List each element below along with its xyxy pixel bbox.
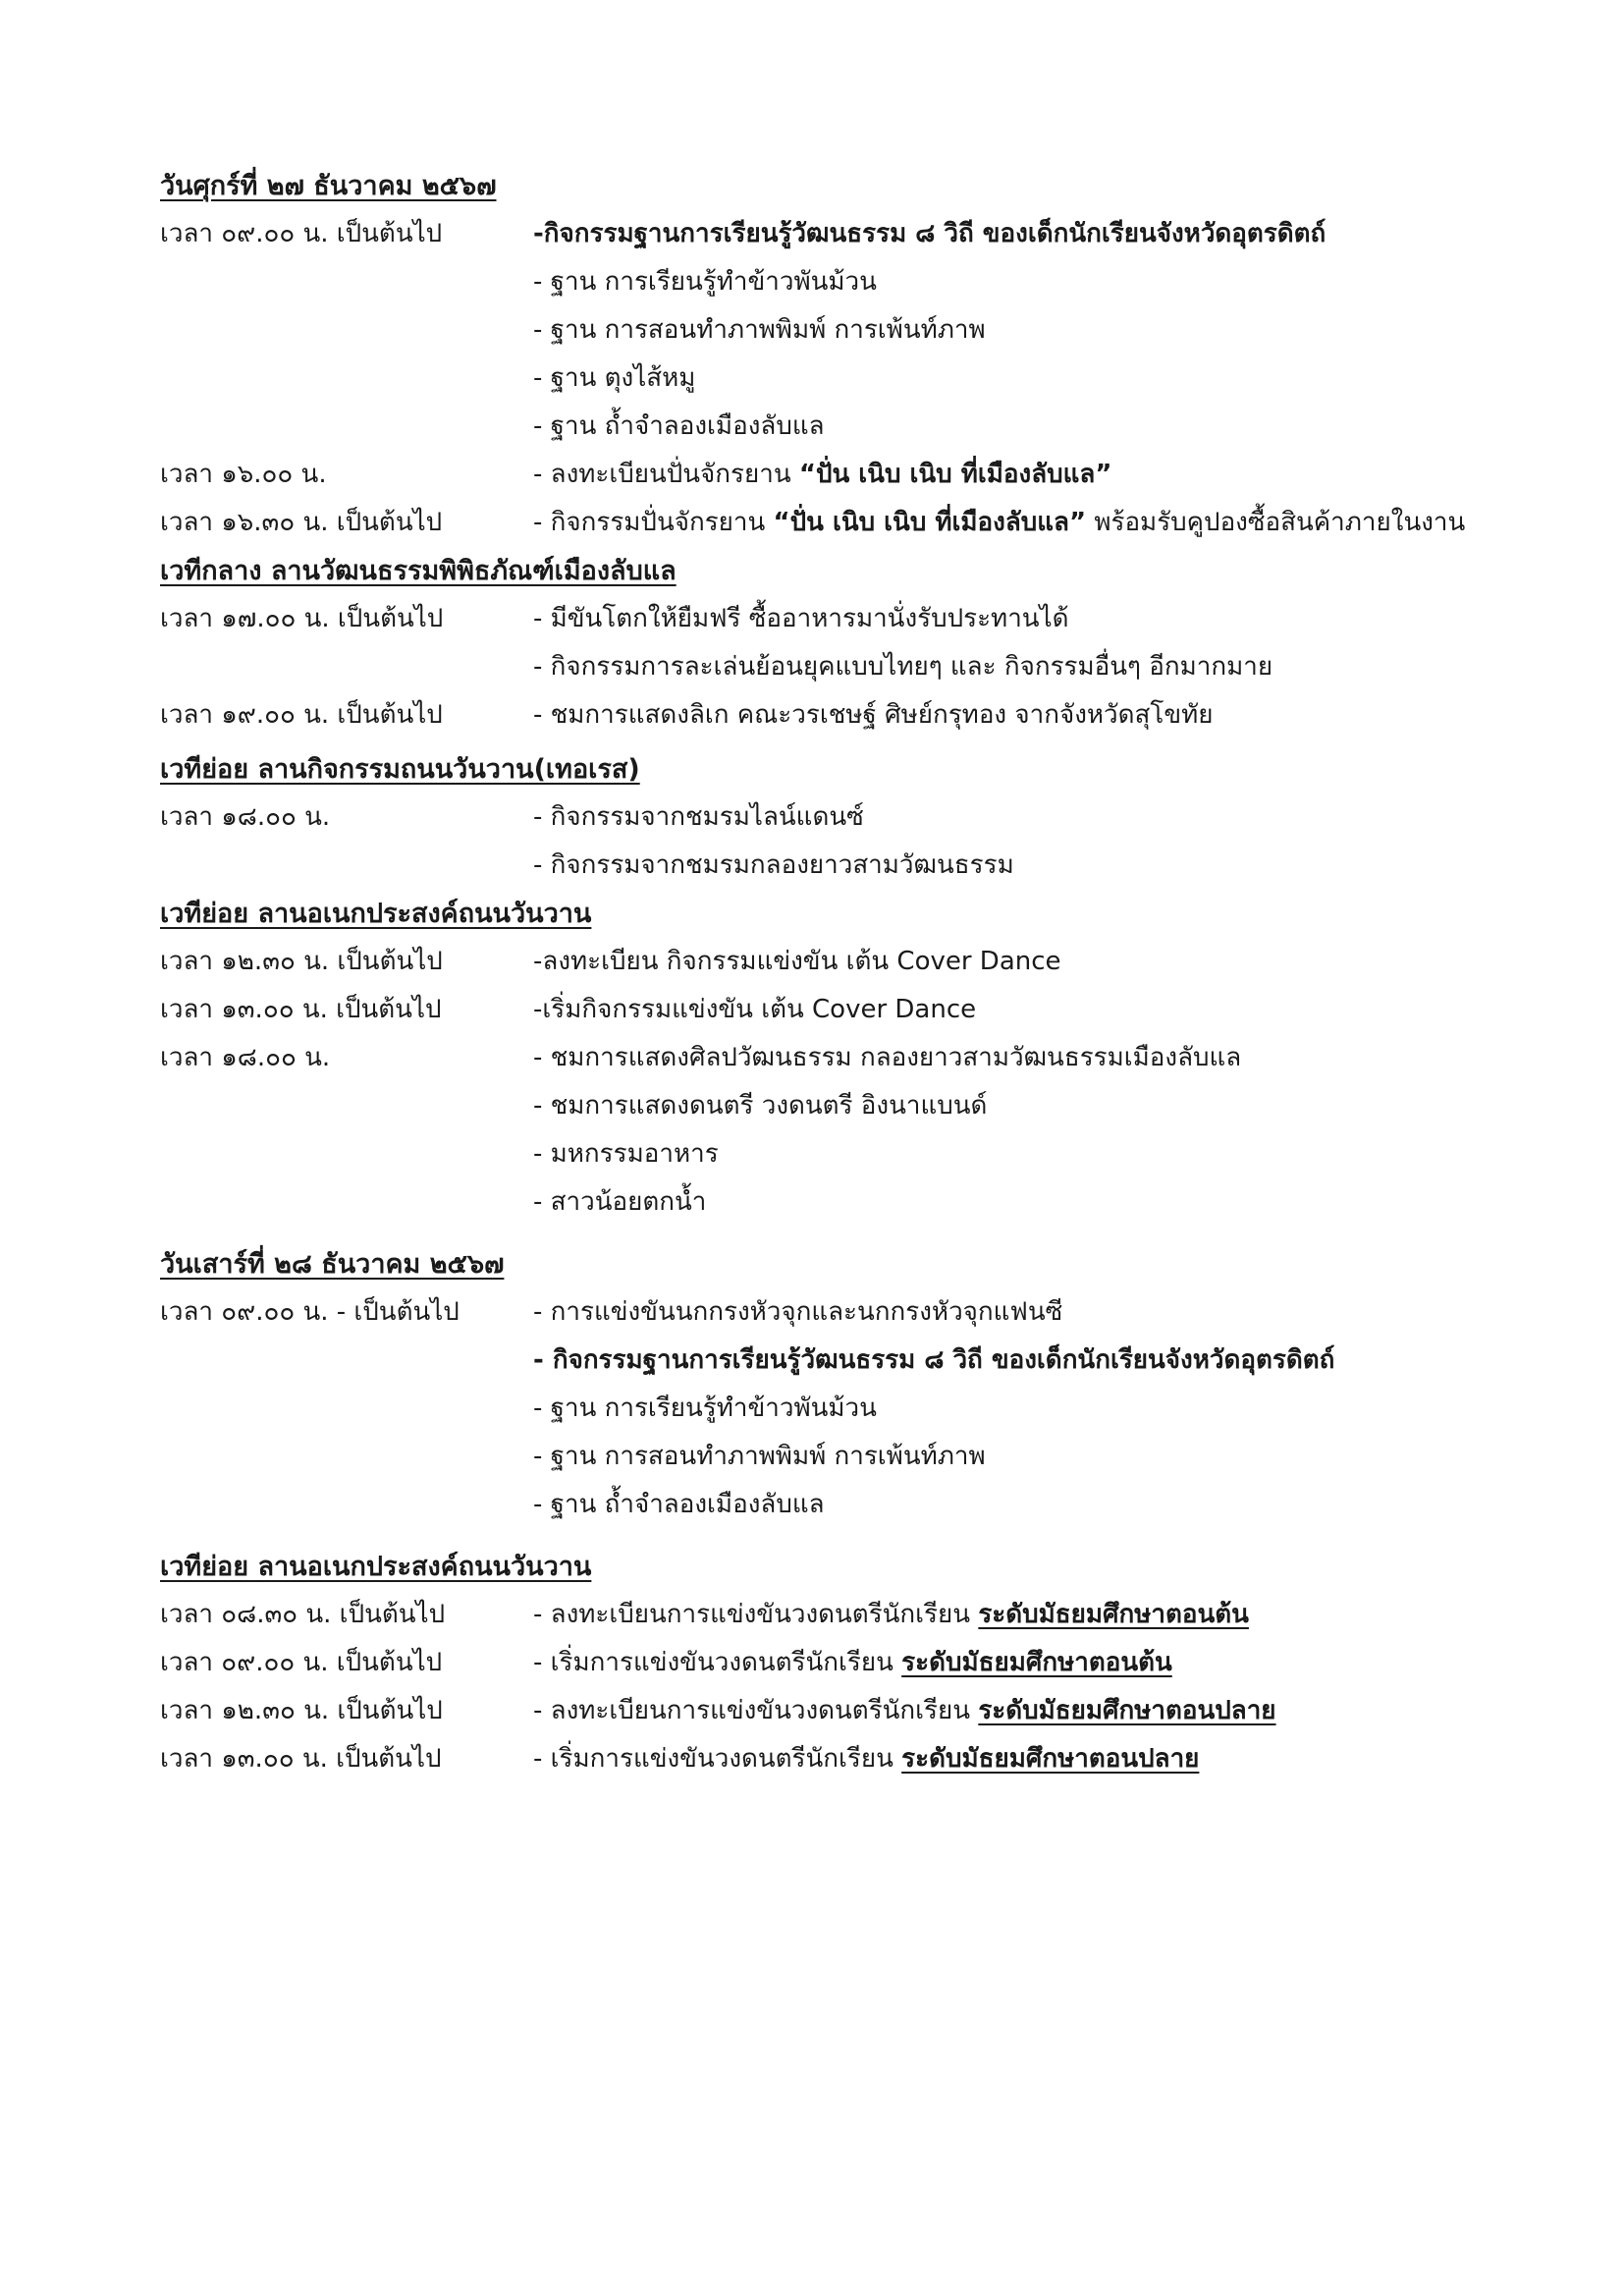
schedule-row — [160, 451, 1535, 499]
activity-text: - มีขันโตกให้ยืมฟรี ซื้ออาหารมานั่งรับประทานได้ — [533, 604, 1069, 633]
schedule-row — [160, 793, 1535, 842]
schedule-row — [160, 355, 1535, 403]
schedule-row — [160, 986, 1535, 1034]
schedule-row — [160, 595, 1535, 643]
time-label: เวลา ๐๙.๐๐ น. เป็นต้นไป — [160, 1648, 443, 1677]
activity-suffix: พร้อมรับคูปองซื้อสินค้าภายในงาน — [1086, 508, 1466, 537]
activity-prefix: - กิจกรรมปั่นจักรยาน — [533, 508, 774, 537]
activity-text: -กิจกรรมฐานการเรียนรู้วัฒนธรรม ๘ วิถี ของเด็กนักเรียนจังหวัดอุตรดิตถ์ — [533, 219, 1326, 248]
activity-text: - ฐาน ถ้ำจำลองเมืองลับแล — [533, 411, 825, 441]
event-title: “ปั่น เนิบ เนิบ ที่เมืองลับแล” — [773, 508, 1087, 537]
venue-heading-terrace-stage: เวทีย่อย ลานกิจกรรมถนนวันวาน(เทอเรส) — [160, 754, 640, 785]
time-label: เวลา ๑๓.๐๐ น. เป็นต้นไป — [160, 1744, 442, 1774]
venue-heading-main-stage: เวทีกลาง ลานวัฒนธรรมพิพิธภัณฑ์เมืองลับแล — [160, 556, 677, 586]
activity-text: -เริ่มกิจกรรมแข่งขัน เต้น Cover Dance — [533, 995, 977, 1024]
schedule-row — [160, 1034, 1535, 1082]
venue-heading-multipurpose-stage-saturday: เวทีย่อย ลานอเนกประสงค์ถนนวันวาน — [160, 1552, 592, 1582]
activity-prefix: - ลงทะเบียนการแข่งขันวงดนตรีนักเรียน — [533, 1696, 979, 1725]
level-label: ระดับมัธยมศึกษาตอนปลาย — [901, 1744, 1200, 1774]
activity-prefix: - ลงทะเบียนปั่นจักรยาน — [533, 460, 799, 489]
activity-text — [533, 1735, 1535, 1783]
activity-text: - ฐาน ถ้ำจำลองเมืองลับแล — [533, 1490, 825, 1519]
activity-prefix: - เริ่มการแข่งขันวงดนตรีนักเรียน — [533, 1648, 902, 1677]
activity-text: - ชมการแสดงดนตรี วงดนตรี อิงนาแบนด์ — [533, 1091, 988, 1121]
activity-text: - กิจกรรมการละเล่นย้อนยุคแบบไทยๆ และ กิจกรรมอื่นๆ อีกมากมาย — [533, 652, 1273, 682]
activity-prefix: - เริ่มการแข่งขันวงดนตรีนักเรียน — [533, 1744, 902, 1774]
level-label: ระดับมัธยมศึกษาตอนต้น — [978, 1600, 1249, 1629]
time-label: เวลา ๑๘.๐๐ น. — [160, 802, 331, 832]
time-label: เวลา ๐๙.๐๐ น. เป็นต้นไป — [160, 219, 443, 248]
activity-text: - ฐาน การสอนทำภาพพิมพ์ การเพ้นท์ภาพ — [533, 1442, 986, 1471]
activity-text: - มหกรรมอาหาร — [533, 1139, 719, 1169]
venue-heading-multipurpose-stage: เวทีย่อย ลานอเนกประสงค์ถนนวันวาน — [160, 899, 592, 929]
time-label — [160, 643, 533, 691]
schedule-row — [160, 499, 1535, 547]
event-title: “ปั่น เนิบ เนิบ ที่เมืองลับแล” — [798, 460, 1112, 489]
schedule-row — [160, 842, 1535, 890]
activity-text: - ชมการแสดงศิลปวัฒนธรรม กลองยาวสามวัฒนธรรมเมืองลับแล — [533, 1043, 1242, 1072]
time-label — [160, 1082, 533, 1130]
time-label: เวลา ๑๒.๓๐ น. เป็นต้นไป — [160, 1696, 443, 1725]
time-label — [160, 1385, 533, 1433]
activity-text — [533, 499, 1535, 547]
activity-text — [533, 1591, 1535, 1639]
time-label — [160, 1481, 533, 1529]
schedule-row — [160, 1639, 1535, 1687]
schedule-row — [160, 1337, 1535, 1385]
schedule-row — [160, 1735, 1535, 1783]
activity-text: - สาวน้อยตกน้ำ — [533, 1187, 707, 1217]
schedule-row — [160, 1687, 1535, 1735]
schedule-row — [160, 210, 1535, 258]
time-label: เวลา ๑๖.๐๐ น. — [160, 460, 327, 489]
time-label: เวลา ๑๙.๐๐ น. เป็นต้นไป — [160, 700, 443, 730]
schedule-row — [160, 1082, 1535, 1130]
time-label: เวลา ๐๙.๐๐ น. - เป็นต้นไป — [160, 1297, 460, 1327]
activity-text — [533, 1687, 1535, 1735]
time-label — [160, 306, 533, 355]
activity-text: - กิจกรรมจากชมรมไลน์แดนซ์ — [533, 802, 864, 832]
activity-text — [533, 451, 1535, 499]
activity-text: - กิจกรรมฐานการเรียนรู้วัฒนธรรม ๘ วิถี ของเด็กนักเรียนจังหวัดอุตรดิตถ์ — [533, 1345, 1335, 1375]
schedule-row — [160, 1288, 1535, 1337]
day-heading-saturday: วันเสาร์ที่ ๒๘ ธันวาคม ๒๕๖๗ — [160, 1249, 505, 1280]
level-label: ระดับมัธยมศึกษาตอนปลาย — [978, 1696, 1276, 1725]
schedule-row — [160, 938, 1535, 986]
activity-text: - ฐาน ตุงไส้หมู — [533, 363, 696, 393]
time-label: เวลา ๑๖.๓๐ น. เป็นต้นไป — [160, 508, 443, 537]
level-label: ระดับมัธยมศึกษาตอนต้น — [901, 1648, 1172, 1677]
schedule-row — [160, 1385, 1535, 1433]
schedule-row — [160, 643, 1535, 691]
schedule-row — [160, 403, 1535, 451]
time-label — [160, 1433, 533, 1481]
time-label — [160, 842, 533, 890]
activity-text: -ลงทะเบียน กิจกรรมแข่งขัน เต้น Cover Dance — [533, 947, 1061, 976]
schedule-row — [160, 1591, 1535, 1639]
time-label — [160, 1178, 533, 1227]
activity-prefix: - ลงทะเบียนการแข่งขันวงดนตรีนักเรียน — [533, 1600, 979, 1629]
activity-text: - ฐาน การเรียนรู้ทำข้าวพันม้วน — [533, 267, 877, 297]
time-label — [160, 258, 533, 306]
time-label — [160, 1130, 533, 1178]
time-label: เวลา ๑๘.๐๐ น. — [160, 1043, 331, 1072]
time-label — [160, 355, 533, 403]
activity-text: - กิจกรรมจากชมรมกลองยาวสามวัฒนธรรม — [533, 850, 1014, 880]
activity-text: - ชมการแสดงลิเก คณะวรเชษฐ์ ศิษย์กรุทอง จากจังหวัดสุโขทัย — [533, 700, 1214, 730]
schedule-row — [160, 1481, 1535, 1529]
activity-text: - การแข่งขันนกกรงหัวจุกและนกกรงหัวจุกแฟนซี — [533, 1297, 1063, 1327]
time-label — [160, 1337, 533, 1385]
activity-text: - ฐาน การเรียนรู้ทำข้าวพันม้วน — [533, 1394, 877, 1423]
time-label — [160, 403, 533, 451]
activity-text — [533, 1639, 1535, 1687]
schedule-document — [160, 162, 1535, 1783]
schedule-row — [160, 691, 1535, 739]
time-label: เวลา ๐๘.๓๐ น. เป็นต้นไป — [160, 1600, 446, 1629]
schedule-row — [160, 1130, 1535, 1178]
schedule-row — [160, 306, 1535, 355]
schedule-row — [160, 1178, 1535, 1227]
schedule-row — [160, 258, 1535, 306]
day-heading-friday: วันศุกร์ที่ ๒๗ ธันวาคม ๒๕๖๗ — [160, 171, 497, 201]
time-label: เวลา ๑๗.๐๐ น. เป็นต้นไป — [160, 604, 444, 633]
time-label: เวลา ๑๒.๓๐ น. เป็นต้นไป — [160, 947, 443, 976]
activity-text: - ฐาน การสอนทำภาพพิมพ์ การเพ้นท์ภาพ — [533, 315, 986, 345]
schedule-row — [160, 1433, 1535, 1481]
time-label: เวลา ๑๓.๐๐ น. เป็นต้นไป — [160, 995, 442, 1024]
